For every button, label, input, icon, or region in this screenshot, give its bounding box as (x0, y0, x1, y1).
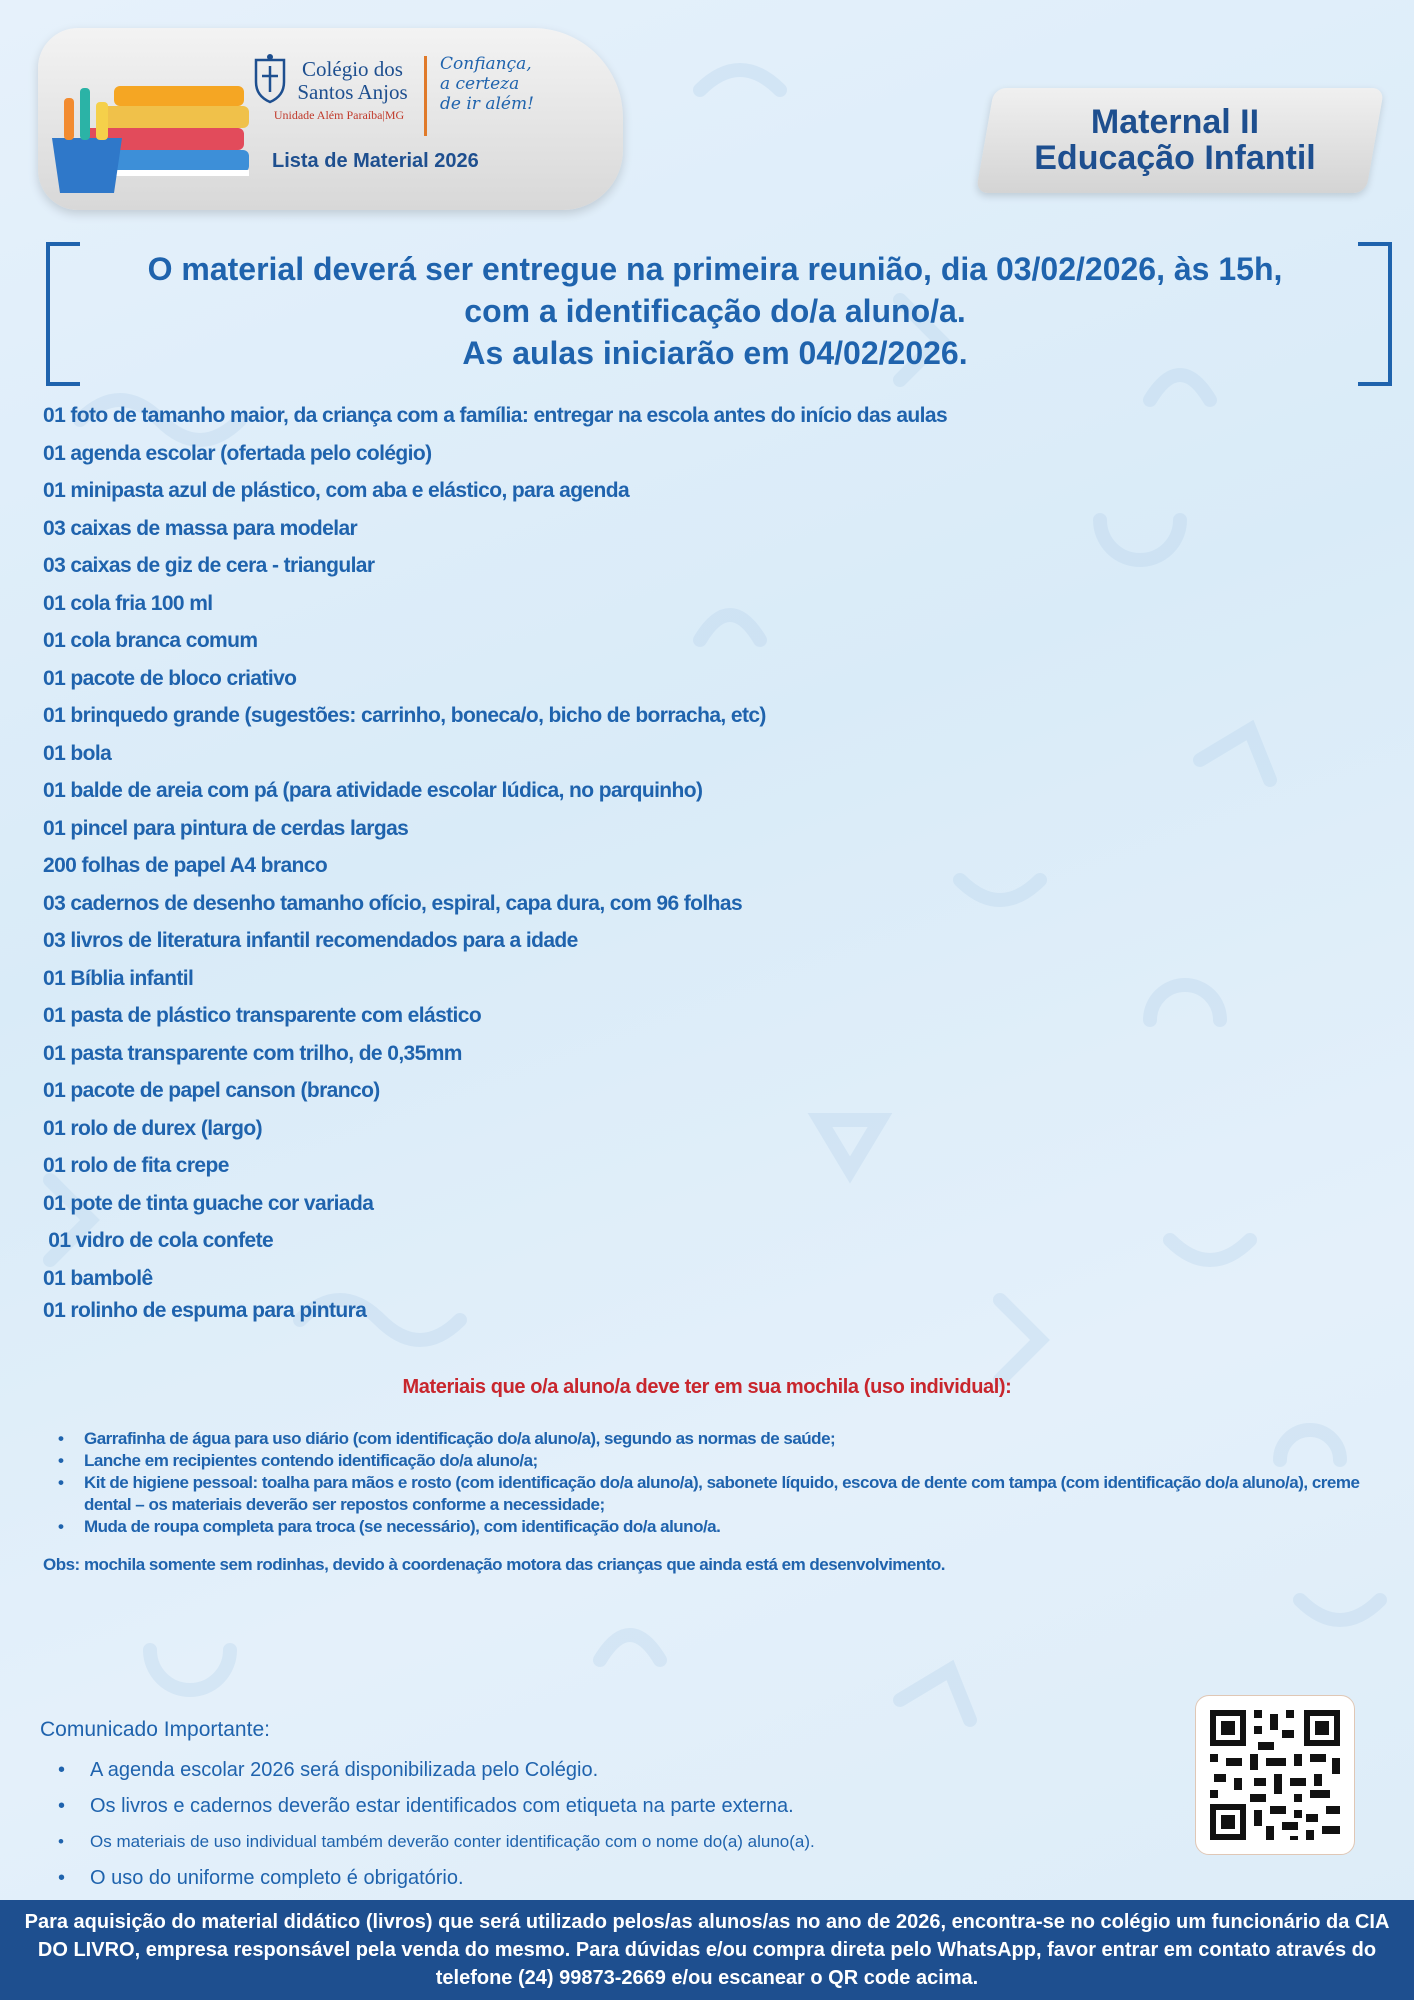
school-unit: Unidade Além Paraíba|MG (273, 108, 405, 122)
comunicado-title: Comunicado Importante: (40, 1718, 270, 1741)
list-item: 01 foto de tamanho maior, da criança com a família: entregar na escola antes do início das aulas (43, 404, 948, 427)
school-crest-icon (252, 52, 288, 104)
list-item: 01 balde de areia com pá (para atividade escolar lúdica, no parquinho) (43, 779, 703, 802)
qr-code-icon (1196, 1696, 1354, 1854)
list-item: 01 pote de tinta guache cor variada (43, 1191, 374, 1215)
list-title: Lista de Material 2026 (272, 150, 479, 172)
delivery-notice (90, 248, 1340, 374)
list-item: 01 cola branca comum (43, 629, 258, 652)
list-item: • Os livros e cadernos deverão estar identificados com etiqueta na parte externa. (58, 1788, 1158, 1824)
list-item: • Os materiais de uso individual também deverão conter identificação com o nome do(a) aluno(a). (58, 1824, 1158, 1860)
list-item: 01 pincel para pintura de cerdas largas (43, 816, 409, 840)
header-divider (424, 56, 427, 136)
list-item: 01 vidro de cola confete (43, 1229, 274, 1252)
mochila-obs: Obs: mochila somente sem rodinhas, devido à coordenação motora das crianças que ainda está em desenvolvimento. (43, 1555, 946, 1574)
mochila-list (58, 1428, 1378, 1538)
list-item: 01 pacote de papel canson (branco) (43, 1079, 380, 1102)
list-item: 200 folhas de papel A4 branco (43, 854, 328, 877)
notice-line-3: As aulas iniciarão em 04/02/2026. (462, 335, 968, 371)
level-title (995, 104, 1355, 176)
bracket-right (1358, 242, 1392, 386)
list-item: • Garrafinha de água para uso diário (com identificação do/a aluno/a), segundo as normas de saúde; (58, 1428, 1378, 1450)
list-item: • O uso do uniforme completo é obrigatório. (58, 1860, 1158, 1896)
notice-line-1: O material deverá ser entregue na primeira reunião, dia 03/02/2026, às 15h, (147, 251, 1283, 287)
bracket-left (46, 242, 80, 386)
list-item: 01 cola fria 100 ml (43, 591, 213, 615)
comunicado-list (58, 1752, 1158, 1896)
list-item: 01 rolinho de espuma para pintura (43, 1298, 367, 1322)
mochila-title: Materiais que o/a aluno/a deve ter em sua mochila (uso individual): (402, 1376, 1012, 1398)
list-item: • Muda de roupa completa para troca (se necessário), com identificação do/a aluno/a. (58, 1516, 1378, 1538)
list-item: • Lanche em recipientes contendo identificação do/a aluno/a; (58, 1450, 1378, 1472)
list-item: 01 pacote de bloco criativo (43, 666, 297, 690)
list-item: 01 Bíblia infantil (43, 966, 194, 990)
list-item: 03 caixas de massa para modelar (43, 516, 358, 540)
level-line-2: Educação Infantil (1034, 139, 1316, 177)
school-name: Colégio dos Santos Anjos (297, 57, 408, 104)
school-slogan: Confiança, a certeza de ir além! (440, 54, 534, 114)
list-item: 01 brinquedo grande (sugestões: carrinho, boneca/o, bicho de borracha, etc) (43, 704, 766, 727)
list-item: • Kit de higiene pessoal: toalha para mãos e rosto (com identificação do/a aluno/a), sabonete líquido, escova de dente com tampa (com identificação do/a aluno/a), creme dental – os materiais deverão ser repostos conforme a necessidade; (58, 1472, 1378, 1516)
books-illustration (44, 58, 254, 198)
list-item: 03 caixas de giz de cera - triangular (43, 554, 375, 577)
list-item: 01 minipasta azul de plástico, com aba e elástico, para agenda (43, 479, 630, 502)
list-item: 03 livros de literatura infantil recomendados para a idade (43, 929, 578, 952)
notice-line-2: com a identificação do/a aluno/a. (464, 293, 966, 329)
list-item: 01 bola (43, 741, 112, 765)
list-item: 01 pasta de plástico transparente com elástico (43, 1004, 482, 1027)
list-item: 01 rolo de fita crepe (43, 1154, 229, 1177)
list-item: 01 rolo de durex (largo) (43, 1116, 262, 1140)
list-item: 01 agenda escolar (ofertada pelo colégio) (43, 441, 432, 465)
material-list (43, 400, 1243, 1327)
footer-text: Para aquisição do material didático (livros) que será utilizado pelos/as alunos/as no ano de 2026, encontra-se no colégio um funcionário da CIA DO LIVRO, empresa responsável pela venda do mesmo. Para dúvidas e/ou compra direta pelo WhatsApp, favor entrar em contato através do telefone (24) 99873-2669 e/ou escanear o QR code acima. (24, 1911, 1390, 1989)
qr-code[interactable] (1195, 1695, 1355, 1855)
list-item: 01 bambolê (43, 1266, 153, 1290)
list-item: 03 cadernos de desenho tamanho ofício, espiral, capa dura, com 96 folhas (43, 891, 743, 915)
list-item: 01 pasta transparente com trilho, de 0,35mm (43, 1041, 462, 1065)
list-item: • A agenda escolar 2026 será disponibilizada pelo Colégio. (58, 1752, 1158, 1788)
level-line-1: Maternal II (1090, 103, 1260, 141)
